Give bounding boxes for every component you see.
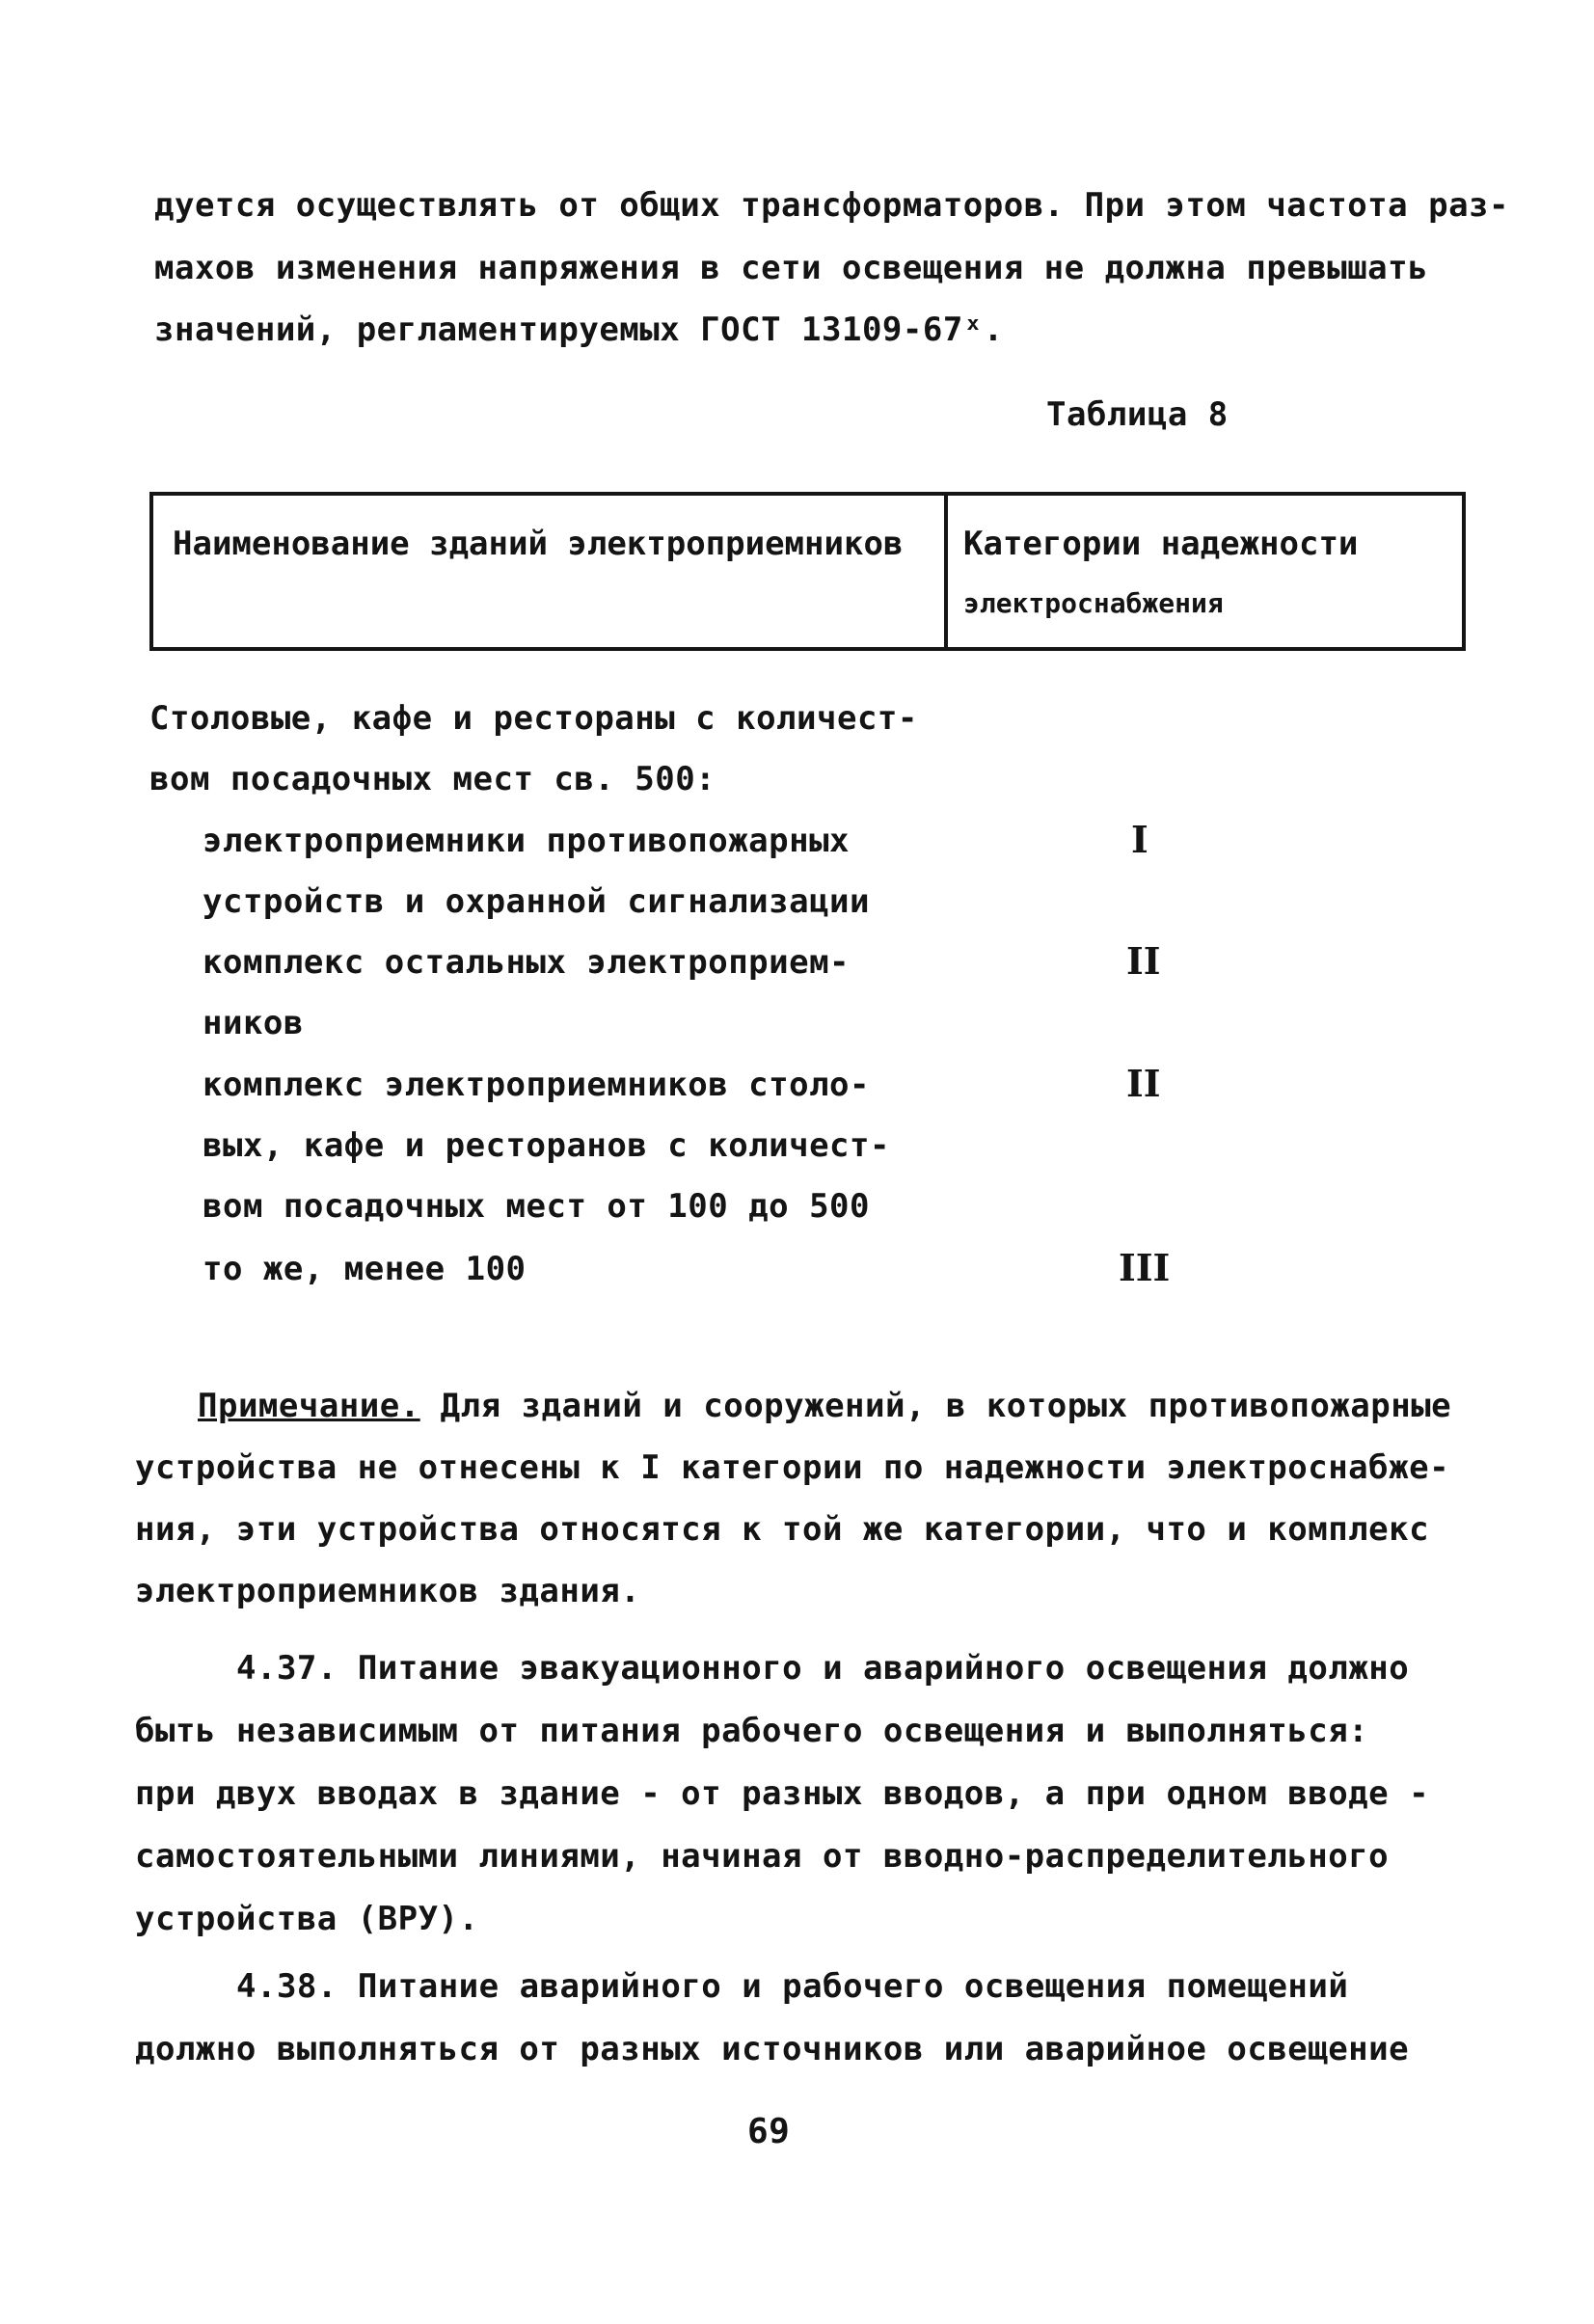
note-line-2: устройства не отнесены к I категории по надежности электроснабже- <box>135 1448 1450 1487</box>
table-header <box>149 492 1466 651</box>
note-line-3: ния, эти устройства относятся к той же категории, что и комплекс <box>135 1510 1430 1549</box>
row1-line-1: электроприемники противопожарных <box>203 822 851 860</box>
col1-header: Наименование зданий электроприемников <box>173 525 904 563</box>
row4-category: III <box>1119 1246 1171 1289</box>
row3-line-1: комплекс электроприемников столо- <box>203 1066 871 1104</box>
p437-line-3: при двух вводах в здание - от разных вводов, а при одном вводе - <box>135 1774 1430 1813</box>
group-line-2: вом посадочных мест св. 500: <box>149 760 716 798</box>
row1-line-2: устройств и охранной сигнализации <box>203 882 871 921</box>
row3-line-3: вом посадочных мест от 100 до 500 <box>203 1187 871 1226</box>
row2-line-2: ников <box>203 1004 304 1042</box>
note-line-4: электроприемников здания. <box>135 1572 641 1610</box>
page-number: 69 <box>747 2112 791 2151</box>
p437-line-4: самостоятельными линиями, начиная от вводно-распределительного <box>135 1837 1390 1876</box>
row4-line-1: то же, менее 100 <box>203 1250 527 1288</box>
col2-header-line2: электроснабжения <box>963 587 1224 619</box>
p437-line-2: быть независимым от питания рабочего освещения и выполняться: <box>135 1712 1369 1750</box>
p437-line-5: устройства (ВРУ). <box>135 1900 479 1938</box>
row2-line-1: комплекс остальных электроприем- <box>203 943 851 982</box>
table-caption: Таблица 8 <box>1046 395 1229 434</box>
row2-category: II <box>1126 939 1161 983</box>
intro-line-3: значений, регламентируемых ГОСТ 13109-67ˣ. <box>154 311 1004 349</box>
p437-line-1: 4.37. Питание эвакуационного и аварийного освещения должно <box>236 1649 1410 1688</box>
p438-line-1: 4.38. Питание аварийного и рабочего освещения помещений <box>236 1967 1349 2006</box>
intro-line-1: дуется осуществлять от общих трансформаторов. При этом частота раз- <box>154 186 1509 225</box>
row3-line-2: вых, кафе и ресторанов с количест- <box>203 1126 890 1165</box>
row1-category: I <box>1131 818 1148 861</box>
row3-category: II <box>1126 1062 1161 1105</box>
note-line-1 <box>198 1387 1451 1425</box>
note-label: Примечание. <box>198 1387 420 1425</box>
col2-header-line1: Категории надежности <box>963 525 1359 563</box>
p438-line-2: должно выполняться от разных источников или аварийное освещение <box>135 2030 1410 2068</box>
group-line-1: Столовые, кафе и рестораны с количест- <box>149 699 918 738</box>
table-header-divider <box>944 496 948 647</box>
intro-line-2: махов изменения напряжения в сети освещения не должна превышать <box>154 249 1429 287</box>
note-line-1-text: Для зданий и сооружений, в которых противопожарные <box>419 1387 1452 1425</box>
